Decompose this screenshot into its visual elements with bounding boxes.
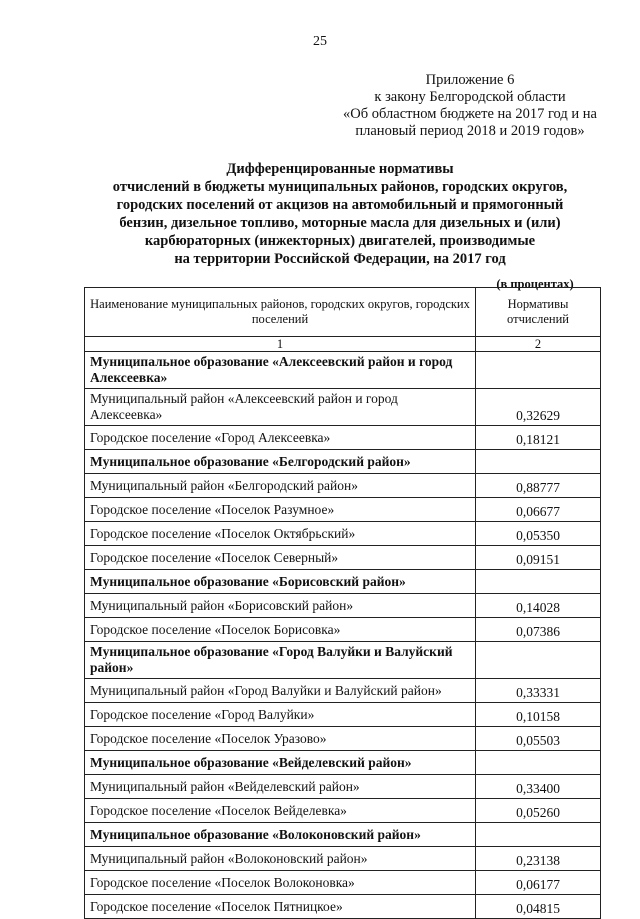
table-row [85,498,601,522]
table-row [85,474,601,498]
table-row [85,847,601,871]
norm-value-cell: 0,06177 [476,871,601,895]
norm-value-cell [476,751,601,775]
table-header-row [85,288,601,337]
document-title [80,160,600,268]
norm-value-cell: 0,04815 [476,895,601,919]
table-row [85,426,601,450]
group-name-cell: Муниципальное образование «Волоконовский район» [85,823,476,847]
entity-name-cell: Городское поселение «Поселок Разумное» [85,498,476,522]
norm-value-cell: 0,06677 [476,498,601,522]
entity-name-cell: Городское поселение «Поселок Уразово» [85,727,476,751]
appendix-line-4: плановый период 2018 и 2019 годов» [355,123,585,139]
title-line-6: на территории Российской Федерации, на 2017 год [174,251,506,267]
norms-table [84,287,601,919]
norm-value-cell: 0,33331 [476,679,601,703]
title-line-5: карбюраторных (инжекторных) двигателей, производимые [144,233,536,249]
entity-name-cell: Муниципальный район «Алексеевский район и город Алексеевка» [85,389,476,426]
entity-name-cell: Городское поселение «Поселок Северный» [85,546,476,570]
column-number-1: 1 [85,337,476,352]
entity-name-cell: Муниципальный район «Белгородский район» [85,474,476,498]
norm-value-cell: 0,33400 [476,775,601,799]
norm-value-cell: 0,05503 [476,727,601,751]
page-number: 25 [313,34,327,49]
entity-name-cell: Городское поселение «Город Валуйки» [85,703,476,727]
title-line-3: городских поселений от акцизов на автомобильный и прямогонный [116,197,564,213]
title-line-1: Дифференцированные нормативы [226,161,454,177]
table-row [85,594,601,618]
entity-name-cell: Муниципальный район «Борисовский район» [85,594,476,618]
norm-value-cell [476,823,601,847]
table-row [85,775,601,799]
table-group-row [85,823,601,847]
norm-value-cell: 0,05350 [476,522,601,546]
table-row [85,703,601,727]
entity-name-cell: Городское поселение «Поселок Пятницкое» [85,895,476,919]
appendix-header [340,72,600,140]
appendix-line-1: Приложение 6 [425,72,515,88]
entity-name-cell: Городское поселение «Поселок Борисовка» [85,618,476,642]
norm-value-cell: 0,23138 [476,847,601,871]
norm-value-cell: 0,05260 [476,799,601,823]
unit-label: (в процентах) [496,277,574,291]
table-row [85,871,601,895]
norm-value-cell: 0,32629 [476,389,601,426]
table-row [85,895,601,919]
appendix-line-3: «Об областном бюджете на 2017 год и на [343,106,597,122]
norm-value-cell: 0,07386 [476,618,601,642]
group-name-cell: Муниципальное образование «Алексеевский район и город Алексеевка» [85,352,476,389]
entity-name-cell: Муниципальный район «Волоконовский район» [85,847,476,871]
norm-value-cell [476,570,601,594]
entity-name-cell: Городское поселение «Поселок Вейделевка» [85,799,476,823]
table-group-row [85,642,601,679]
table-row [85,522,601,546]
table-row [85,618,601,642]
table-row [85,389,601,426]
table-group-row [85,751,601,775]
entity-name-cell: Муниципальный район «Вейделевский район» [85,775,476,799]
table-group-row [85,570,601,594]
table-row [85,799,601,823]
norm-value-cell [476,352,601,389]
table-row [85,546,601,570]
column-number-2: 2 [476,337,601,352]
entity-name-cell: Муниципальный район «Город Валуйки и Валуйский район» [85,679,476,703]
group-name-cell: Муниципальное образование «Белгородский район» [85,450,476,474]
group-name-cell: Муниципальное образование «Вейделевский район» [85,751,476,775]
table-group-row [85,450,601,474]
entity-name-cell: Городское поселение «Поселок Волоконовка» [85,871,476,895]
table-row [85,727,601,751]
entity-name-cell: Городское поселение «Поселок Октябрьский» [85,522,476,546]
norm-value-cell: 0,10158 [476,703,601,727]
group-name-cell: Муниципальное образование «Борисовский район» [85,570,476,594]
table-group-row [85,352,601,389]
header-name-column: Наименование муниципальных районов, городских округов, городских поселений [85,288,476,337]
appendix-line-2: к закону Белгородской области [374,89,566,105]
norm-value-cell [476,642,601,679]
table-row [85,679,601,703]
norm-value-cell [476,450,601,474]
header-norm-column: Нормативы отчислений [476,288,601,337]
column-number-row [85,337,601,352]
entity-name-cell: Городское поселение «Город Алексеевка» [85,426,476,450]
title-line-2: отчислений в бюджеты муниципальных районов, городских округов, [112,179,568,195]
norm-value-cell: 0,88777 [476,474,601,498]
norm-value-cell: 0,09151 [476,546,601,570]
group-name-cell: Муниципальное образование «Город Валуйки и Валуйский район» [85,642,476,679]
norm-value-cell: 0,14028 [476,594,601,618]
title-line-4: бензин, дизельное топливо, моторные масла для дизельных и (или) [119,215,561,231]
norm-value-cell: 0,18121 [476,426,601,450]
